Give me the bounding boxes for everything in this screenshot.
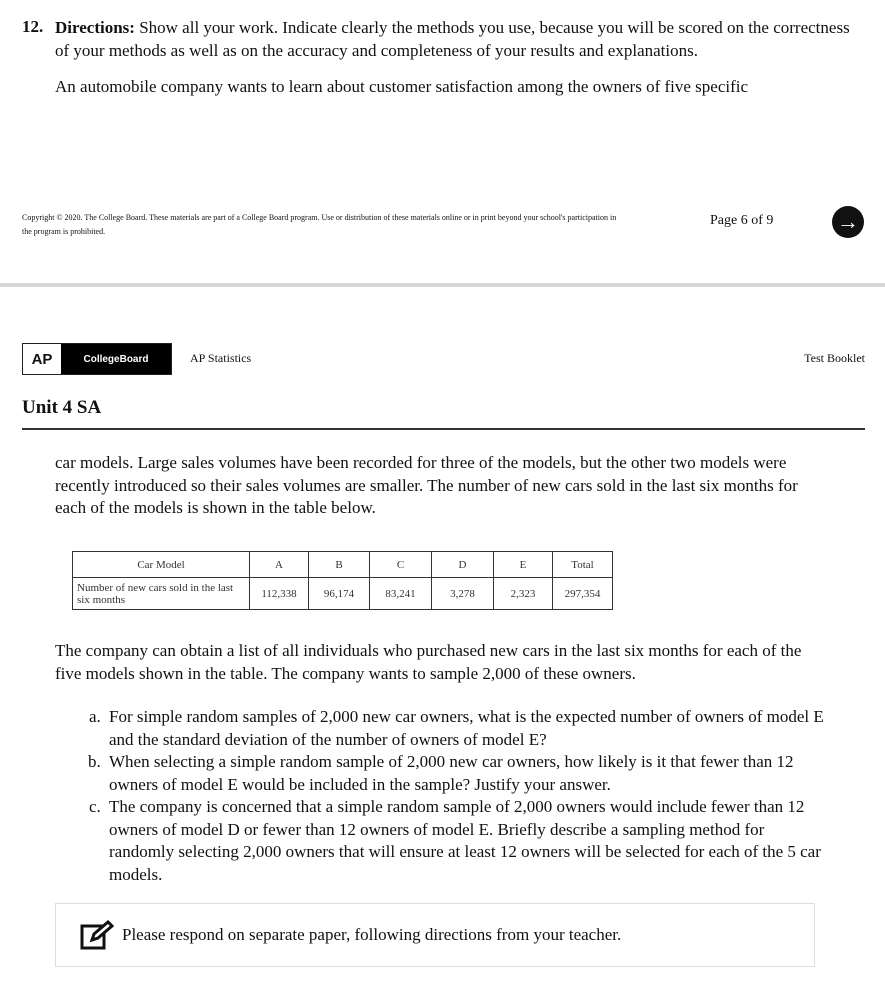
part-c: c. The company is concerned that a simple random sample of 2,000 owners would include fewer than 12 owners of model D or fewer than 12 owners of model E. Briefly describe a sampling method for randomly selecting 2,000 owners that will ensure at least 12 owners will be selected for each of the 5 car models. — [105, 796, 825, 886]
part-b: b. When selecting a simple random sample of 2,000 new car owners, how likely is it that fewer than 12 owners of model E would be included in the sample? Justify your answer. — [105, 751, 825, 796]
cell: 3,278 — [432, 578, 494, 610]
edit-icon — [80, 920, 114, 950]
header-cell: Car Model — [73, 552, 250, 578]
page-divider — [0, 283, 885, 287]
header-cell: A — [250, 552, 309, 578]
question-parts — [55, 706, 825, 886]
cell: 83,241 — [370, 578, 432, 610]
after-table-text: The company can obtain a list of all individuals who purchased new cars in the last six months for each of the five models shown in the table. The company wants to sample 2,000 of these owners. — [55, 641, 802, 683]
response-instructions: Please respond on separate paper, following directions from your teacher. — [122, 925, 622, 944]
page-indicator: Page 6 of 9 — [710, 213, 774, 228]
directions-label: Directions: — [55, 18, 135, 37]
next-page-button[interactable] — [832, 206, 864, 238]
header-cell: Total — [553, 552, 613, 578]
unit-title: Unit 4 SA — [22, 397, 102, 418]
header-cell: C — [370, 552, 432, 578]
table-header-row — [73, 552, 613, 578]
header-cell: E — [494, 552, 553, 578]
row-label: Number of new cars sold in the last six months — [73, 578, 250, 610]
response-box — [55, 903, 815, 967]
directions-text: Show all your work. Indicate clearly the methods you use, because you will be scored on the correctness of your methods as well as on the accuracy and completeness of your results and explanations. — [55, 18, 850, 60]
cell: 2,323 — [494, 578, 553, 610]
copyright: Copyright © 2020. The College Board. These materials are part of a College Board program. Use or distribution of these materials online or in print beyond your school's participation in the program is prohibited. — [22, 213, 617, 236]
subject: AP Statistics — [190, 351, 252, 365]
header-cell: D — [432, 552, 494, 578]
booklet-label: Test Booklet — [804, 351, 865, 365]
ap-collegeboard-logo: AP CollegeBoard — [22, 343, 172, 375]
part-a: a. For simple random samples of 2,000 new car owners, what is the expected number of owners of model E and the standard deviation of the number of owners of model E? — [105, 706, 825, 751]
sales-table — [72, 551, 613, 610]
arrow-right-icon: → — [837, 209, 859, 234]
cell: 112,338 — [250, 578, 309, 610]
intro-part1: An automobile company wants to learn about customer satisfaction among the owners of five specific — [55, 77, 749, 96]
cell: 297,354 — [553, 578, 613, 610]
intro-part2: car models. Large sales volumes have been recorded for three of the models, but the other two models were recently introduced so their sales volumes are smaller. The number of new cars sold in the last six months for each of the models is shown in the table below. — [55, 453, 798, 517]
question-number: 12. — [22, 17, 44, 36]
header-rule — [22, 428, 865, 430]
header-cell: B — [309, 552, 370, 578]
directions — [55, 17, 855, 99]
table-row — [73, 578, 613, 610]
cell: 96,174 — [309, 578, 370, 610]
